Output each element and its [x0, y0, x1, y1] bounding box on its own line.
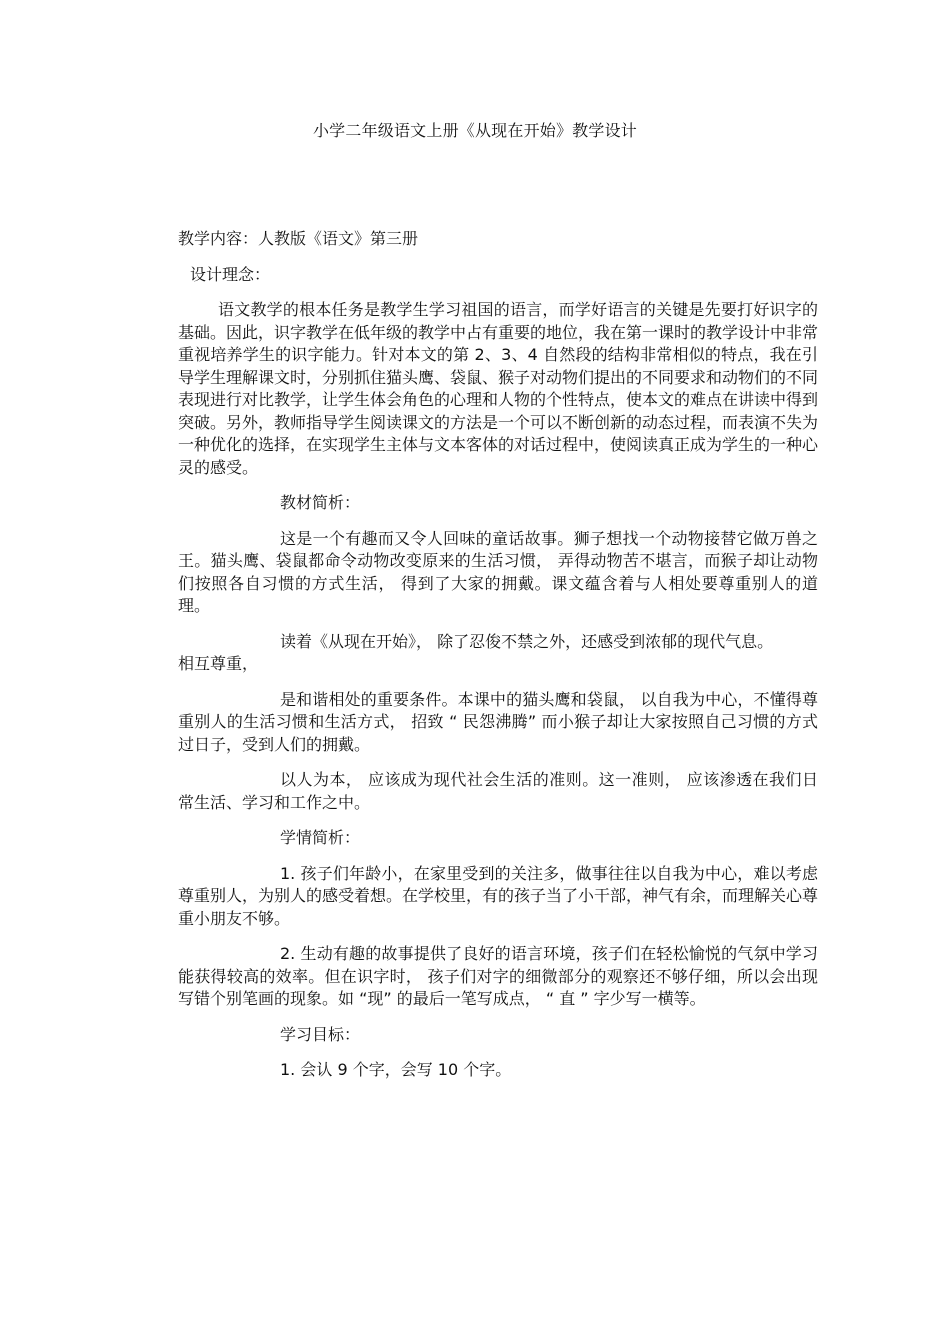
goal-heading: 学习目标： — [280, 1024, 361, 1044]
reading-line-1: 读着《从现在开始》， 除了忍俊不禁之外，还感受到浓郁的现代气息。 — [280, 631, 774, 651]
material-paragraph: 这是一个有趣而又令人回味的童话故事。狮子想找一个动物接替它做万兽之王。猫头鹰、袋鼠都命令动物改变原来的生活习惯， 弄得动物苦不堪言，而猴子却让动物们按照各自习惯的方式生活， 得到了大家的拥戴。课文蕴含着与人相处要尊重别人的道理。 — [178, 528, 818, 615]
people-paragraph: 以人为本， 应该成为现代社会生活的准则。这一准则， 应该渗透在我们日常生活、学习和工作之中。 — [178, 770, 818, 812]
student-item-1: 1. 孩子们年龄小，在家里受到的关注多，做事往往以自我为中心，难以考虑尊重别人，为别人的感受着想。在学校里，有的孩子当了小干部，神气有余，而理解关心尊重小朋友不够。 — [178, 863, 819, 928]
document-body — [178, 228, 818, 1095]
document-title: 小学二年级语文上册《从现在开始》教学设计 — [312, 121, 637, 140]
material-heading: 教材简析： — [280, 493, 361, 512]
harmony-paragraph: 是和谐相处的重要条件。本课中的猫头鹰和袋鼠， 以自我为中心，不懂得尊重别人的生活习惯和生活方式， 招致 “ 民怨沸腾” 而小猴子却让大家按照自己习惯的方式过日子，受到人们的拥戴。 — [178, 689, 818, 754]
design-heading: 设计理念： — [190, 264, 271, 284]
student-heading: 学情简析： — [280, 828, 361, 847]
reading-line-2: 相互尊重， — [178, 654, 259, 673]
goal-item-1: 1. 会认 9 个字，会写 10 个字。 — [280, 1060, 512, 1079]
design-paragraph: 语文教学的根本任务是教学生学习祖国的语言，而学好语言的关键是先要打好识字的基础。因此，识字教学在低年级的教学中占有重要的地位，我在第一课时的教学设计中非常重视培养学生的识字能力。针对本文的第 2、3、4 自然段的结构非常相似的特点，我在引导学生理解课文时，分别抓住猫头鹰、袋鼠、猴子对动物们提出的不同要求和动物们的不同表现进行对比教学，让学生体会角色的心理和人物的个性特点，使本文的难点在讲读中得到突破。另外，教师指导学生阅读课文的方法是一个可以不断创新的动态过程，而表演不失为一种优化的选择，在实现学生主体与文本客体的对话过程中，使阅读真正成为学生的一种心灵的感受。 — [178, 300, 819, 477]
student-item-2: 2. 生动有趣的故事提供了良好的语言环境，孩子们在轻松愉悦的气氛中学习能获得较高的效率。但在识字时， 孩子们对字的细微部分的观察还不够仔细，所以会出现写错个别笔画的现象。如 “现” 的最后一笔写成点， “ 直 ” 字少写一横等。 — [178, 944, 818, 1008]
content-line: 教学内容：人教版《语文》第三册 — [178, 229, 419, 248]
